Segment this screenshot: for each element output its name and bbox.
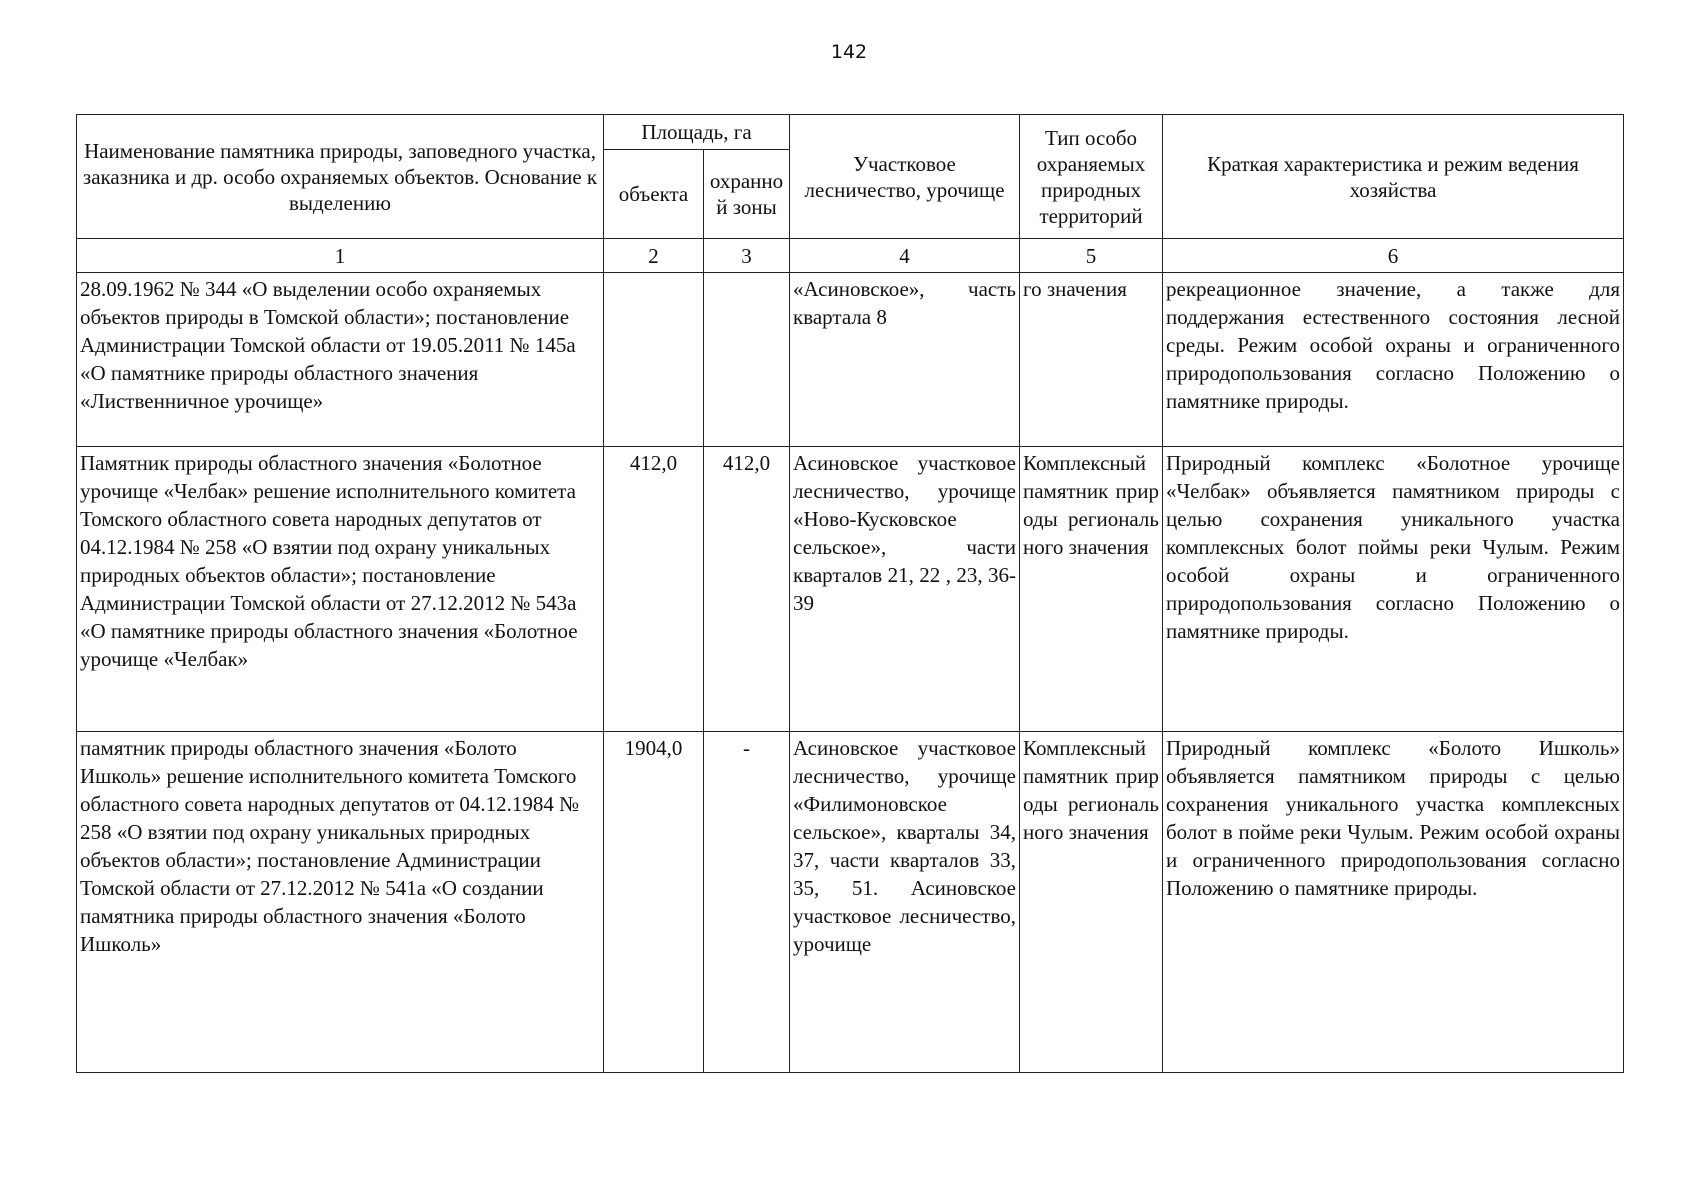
object-name: памятник природы областного значения «Болото Ишколь» решение исполнительного комитета Томского областного совета народных депутатов от 04.12.1984 № 258 «О взятии под охрану уникальных природных объектов области»; постановление Администрации Томской области от 27.12.2012 № 541а «О создании памятника природы областного значения «Болото Ишколь»	[77, 732, 604, 1073]
header-name: Наименование памятника природы, заповедного участка, заказника и др. особо охраняемых объектов. Основание к выделению	[77, 115, 604, 239]
header-area-object: объекта	[604, 150, 704, 239]
protected-area-type: го значения	[1020, 273, 1163, 447]
table-row	[77, 273, 1624, 447]
area-object: 1904,0	[604, 732, 704, 1073]
column-number: 2	[604, 239, 704, 273]
column-number: 3	[704, 239, 790, 273]
header-area-zone: охранной зоны	[704, 150, 790, 239]
forestry: Асиновское участковое лесничество, урочище «Филимоновское сельское», кварталы 34, 37, части кварталов 33, 35, 51. Асиновское участковое лесничество, урочище	[790, 732, 1020, 1073]
description: рекреационное значение, а также для поддержания естественного состояния лесной среды. Режим особой охраны и ограниченного природопользования согласно Положению о памятнике природы.	[1163, 273, 1624, 447]
header-type: Тип особо охраняемых природных территорий	[1020, 115, 1163, 239]
header-forestry: Участковое лесничество, урочище	[790, 115, 1020, 239]
column-number: 1	[77, 239, 604, 273]
area-zone: 412,0	[704, 447, 790, 732]
table-row	[77, 732, 1624, 1073]
area-object: 412,0	[604, 447, 704, 732]
area-object	[604, 273, 704, 447]
protected-area-type: Комплексный памятник природы регионального значения	[1020, 447, 1163, 732]
forestry: Асиновское участковое лесничество, урочище «Ново-Кусковское сельское», части кварталов 21, 22 , 23, 36-39	[790, 447, 1020, 732]
protected-area-type: Комплексный памятник природы регионального значения	[1020, 732, 1163, 1073]
column-number-row	[77, 239, 1624, 273]
header-description: Краткая характеристика и режим ведения хозяйства	[1163, 115, 1624, 239]
object-name: Памятник природы областного значения «Болотное урочище «Челбак» решение исполнительного комитета Томского областного совета народных депутатов от 04.12.1984 № 258 «О взятии под охрану уникальных природных объектов области»; постановление Администрации Томской области от 27.12.2012 № 543а «О памятнике природы областного значения «Болотное урочище «Челбак»	[77, 447, 604, 732]
area-zone	[704, 273, 790, 447]
page-number: 142	[830, 41, 868, 63]
table-row	[77, 447, 1624, 732]
area-zone: -	[704, 732, 790, 1073]
forestry: «Асиновское», часть квартала 8	[790, 273, 1020, 447]
description: Природный комплекс «Болото Ишколь» объявляется памятником природы с целью сохранения уникального участка комплексных болот в пойме реки Чулым. Режим особой охраны и ограниченного природопользования согласно Положению о памятнике природы.	[1163, 732, 1624, 1073]
column-number: 4	[790, 239, 1020, 273]
column-number: 6	[1163, 239, 1624, 273]
object-name: 28.09.1962 № 344 «О выделении особо охраняемых объектов природы в Томской области»; постановление Администрации Томской области от 19.05.2011 № 145а «О памятнике природы областного значения «Лиственничное урочище»	[77, 273, 604, 447]
description: Природный комплекс «Болотное урочище «Челбак» объявляется памятником природы с целью сохранения уникального участка комплексных болот поймы реки Чулым. Режим особой охраны и ограниченного природопользования согласно Положению о памятнике природы.	[1163, 447, 1624, 732]
column-number: 5	[1020, 239, 1163, 273]
protected-areas-table	[76, 114, 1624, 1073]
header-area-group: Площадь, га	[604, 115, 790, 150]
